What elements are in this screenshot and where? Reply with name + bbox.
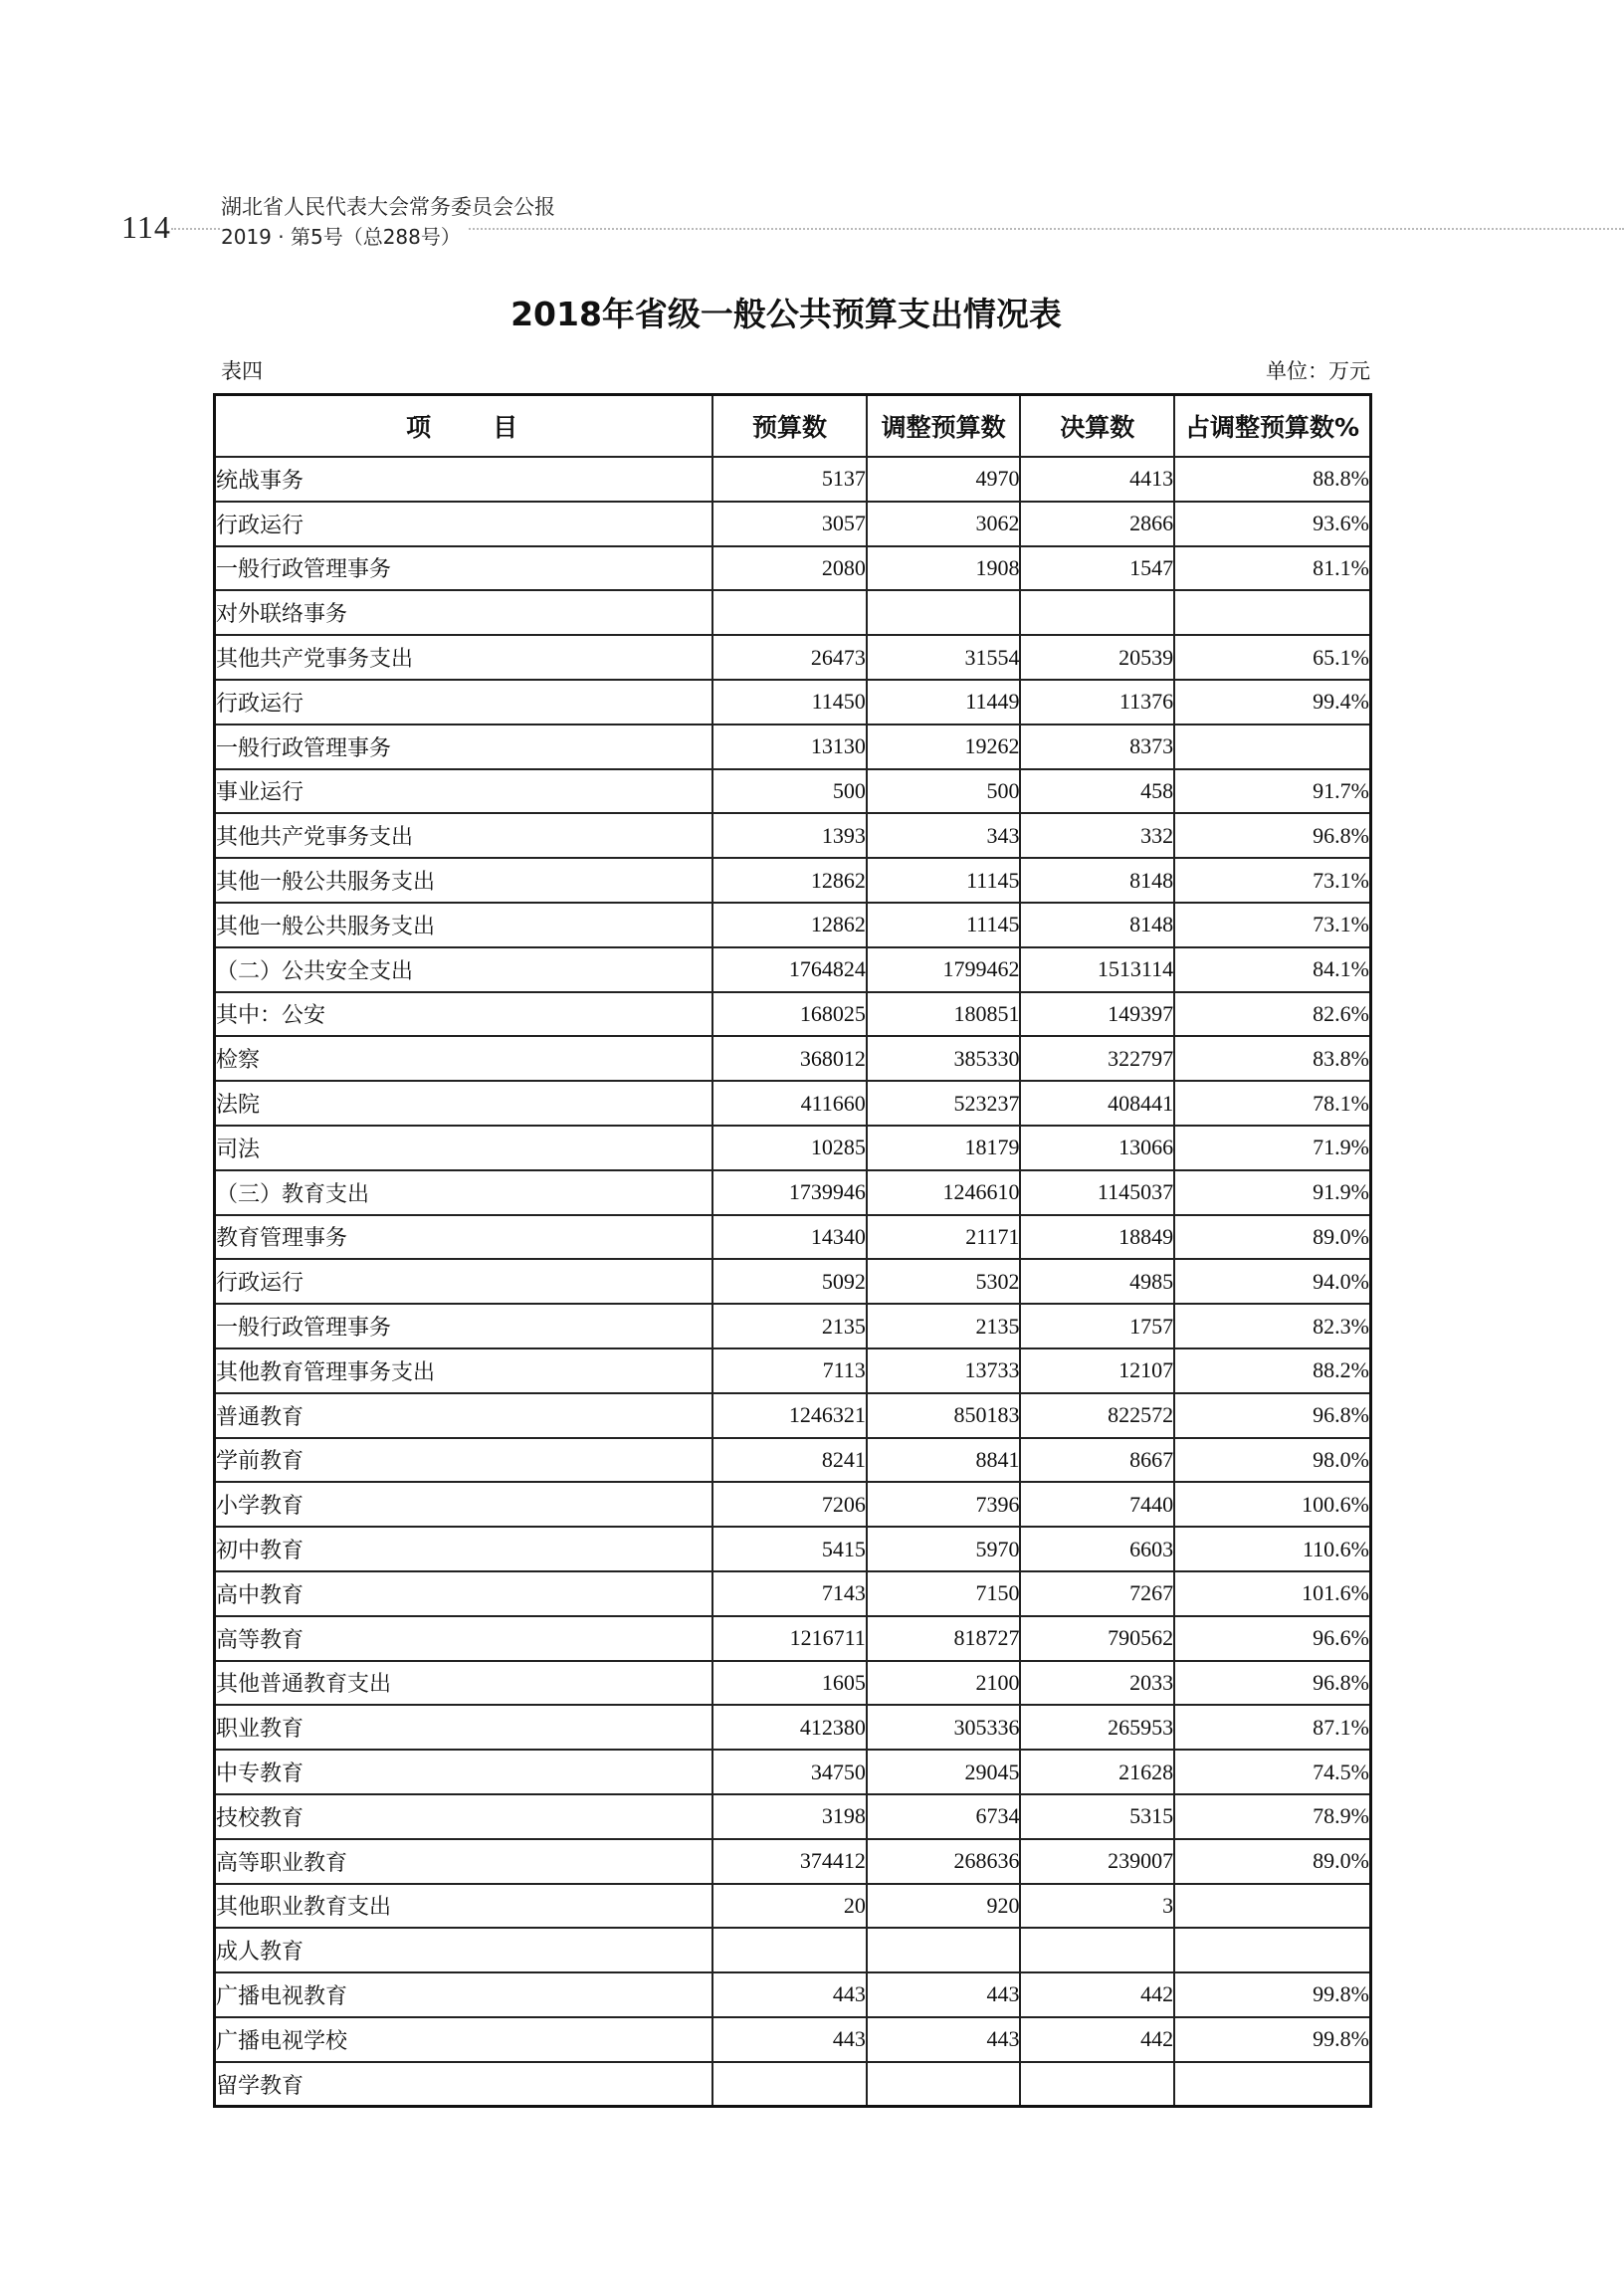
percent-cell: 83.8% <box>1174 1036 1370 1081</box>
adjusted-budget-cell: 7150 <box>867 1571 1021 1616</box>
item-cell: 广播电视学校 <box>215 2017 713 2062</box>
adjusted-budget-cell: 920 <box>867 1884 1021 1929</box>
percent-cell: 99.8% <box>1174 2017 1370 2062</box>
final-cell: 8373 <box>1020 725 1174 769</box>
item-cell: 其他职业教育支出 <box>215 1884 713 1929</box>
item-cell: 其他教育管理事务支出 <box>215 1348 713 1393</box>
final-cell: 8148 <box>1020 903 1174 947</box>
adjusted-budget-cell: 8841 <box>867 1438 1021 1483</box>
unit-label: 单位：万元 <box>1266 359 1370 383</box>
item-cell: 高等职业教育 <box>215 1839 713 1884</box>
column-header-percent: 占调整预算数% <box>1174 395 1370 458</box>
item-cell: 学前教育 <box>215 1438 713 1483</box>
percent-cell: 73.1% <box>1174 858 1370 903</box>
budget-cell: 2080 <box>712 546 867 591</box>
column-header-adjusted: 调整预算数 <box>867 395 1021 458</box>
table-row <box>215 1884 1371 1929</box>
adjusted-budget-cell: 818727 <box>867 1616 1021 1661</box>
table-row <box>215 769 1371 814</box>
table-row <box>215 1750 1371 1794</box>
table-row <box>215 1705 1371 1750</box>
final-cell: 7267 <box>1020 1571 1174 1616</box>
budget-cell: 2135 <box>712 1304 867 1348</box>
adjusted-budget-cell: 29045 <box>867 1750 1021 1794</box>
percent-cell: 78.1% <box>1174 1081 1370 1126</box>
adjusted-budget-cell: 268636 <box>867 1839 1021 1884</box>
adjusted-budget-cell: 7396 <box>867 1482 1021 1527</box>
item-cell: 小学教育 <box>215 1482 713 1527</box>
percent-cell: 74.5% <box>1174 1750 1370 1794</box>
item-cell: 司法 <box>215 1126 713 1170</box>
budget-cell: 443 <box>712 1972 867 2017</box>
adjusted-budget-cell: 850183 <box>867 1393 1021 1438</box>
percent-cell: 65.1% <box>1174 635 1370 680</box>
budget-cell: 7143 <box>712 1571 867 1616</box>
table-row <box>215 502 1371 546</box>
item-cell: 成人教育 <box>215 1928 713 1972</box>
final-cell: 4985 <box>1020 1259 1174 1304</box>
table-row <box>215 1126 1371 1170</box>
table-row <box>215 813 1371 858</box>
percent-cell <box>1174 1928 1370 1972</box>
table-row <box>215 1928 1371 1972</box>
budget-cell: 7206 <box>712 1482 867 1527</box>
table-row <box>215 1661 1371 1706</box>
final-cell: 1757 <box>1020 1304 1174 1348</box>
budget-cell: 1739946 <box>712 1170 867 1215</box>
item-cell: 职业教育 <box>215 1705 713 1750</box>
adjusted-budget-cell: 443 <box>867 2017 1021 2062</box>
final-cell: 2033 <box>1020 1661 1174 1706</box>
item-cell: 其他共产党事务支出 <box>215 813 713 858</box>
table-row <box>215 1972 1371 2017</box>
final-cell <box>1020 2062 1174 2107</box>
budget-cell: 12862 <box>712 858 867 903</box>
percent-cell: 89.0% <box>1174 1839 1370 1884</box>
adjusted-budget-cell <box>867 1928 1021 1972</box>
percent-cell: 82.6% <box>1174 992 1370 1037</box>
table-row <box>215 725 1371 769</box>
final-cell: 21628 <box>1020 1750 1174 1794</box>
adjusted-budget-cell: 443 <box>867 1972 1021 2017</box>
budget-cell: 374412 <box>712 1839 867 1884</box>
final-cell: 20539 <box>1020 635 1174 680</box>
adjusted-budget-cell: 523237 <box>867 1081 1021 1126</box>
table-row <box>215 1527 1371 1571</box>
percent-cell <box>1174 1884 1370 1929</box>
table-row <box>215 1259 1371 1304</box>
adjusted-budget-cell: 11449 <box>867 680 1021 725</box>
percent-cell: 88.2% <box>1174 1348 1370 1393</box>
column-header-item: 项 目 <box>215 395 713 458</box>
budget-cell: 12862 <box>712 903 867 947</box>
final-cell: 3 <box>1020 1884 1174 1929</box>
page-title: 2018年省级一般公共预算支出情况表 <box>510 295 1062 333</box>
budget-cell: 412380 <box>712 1705 867 1750</box>
item-cell: 其他一般公共服务支出 <box>215 903 713 947</box>
budget-cell: 5092 <box>712 1259 867 1304</box>
percent-cell: 88.8% <box>1174 457 1370 502</box>
item-cell: 高中教育 <box>215 1571 713 1616</box>
table-row <box>215 590 1371 635</box>
budget-cell: 1393 <box>712 813 867 858</box>
percent-cell: 96.8% <box>1174 1393 1370 1438</box>
budget-cell: 443 <box>712 2017 867 2062</box>
final-cell: 322797 <box>1020 1036 1174 1081</box>
adjusted-budget-cell: 2100 <box>867 1661 1021 1706</box>
table-row <box>215 1616 1371 1661</box>
table-row <box>215 546 1371 591</box>
final-cell: 13066 <box>1020 1126 1174 1170</box>
budget-cell: 11450 <box>712 680 867 725</box>
budget-cell: 1605 <box>712 1661 867 1706</box>
item-cell: 一般行政管理事务 <box>215 546 713 591</box>
table-row <box>215 947 1371 992</box>
item-cell: （三）教育支出 <box>215 1170 713 1215</box>
final-cell: 1145037 <box>1020 1170 1174 1215</box>
budget-cell: 5137 <box>712 457 867 502</box>
percent-cell: 91.7% <box>1174 769 1370 814</box>
budget-cell: 368012 <box>712 1036 867 1081</box>
journal-name: 湖北省人民代表大会常务委员会公报 <box>221 195 555 219</box>
adjusted-budget-cell: 1908 <box>867 546 1021 591</box>
final-cell <box>1020 1928 1174 1972</box>
adjusted-budget-cell <box>867 2062 1021 2107</box>
adjusted-budget-cell: 13733 <box>867 1348 1021 1393</box>
budget-cell: 34750 <box>712 1750 867 1794</box>
final-cell: 8148 <box>1020 858 1174 903</box>
percent-cell: 110.6% <box>1174 1527 1370 1571</box>
budget-cell: 3198 <box>712 1794 867 1839</box>
table-row <box>215 1215 1371 1260</box>
percent-cell: 87.1% <box>1174 1705 1370 1750</box>
final-cell: 2866 <box>1020 502 1174 546</box>
budget-cell <box>712 2062 867 2107</box>
final-cell: 442 <box>1020 1972 1174 2017</box>
budget-cell: 8241 <box>712 1438 867 1483</box>
final-cell: 5315 <box>1020 1794 1174 1839</box>
adjusted-budget-cell: 343 <box>867 813 1021 858</box>
percent-cell: 98.0% <box>1174 1438 1370 1483</box>
percent-cell: 84.1% <box>1174 947 1370 992</box>
table-label: 表四 <box>221 359 263 383</box>
budget-cell: 1246321 <box>712 1393 867 1438</box>
final-cell: 265953 <box>1020 1705 1174 1750</box>
adjusted-budget-cell: 1246610 <box>867 1170 1021 1215</box>
final-cell: 12107 <box>1020 1348 1174 1393</box>
budget-cell: 20 <box>712 1884 867 1929</box>
table-row <box>215 1438 1371 1483</box>
adjusted-budget-cell: 1799462 <box>867 947 1021 992</box>
final-cell: 408441 <box>1020 1081 1174 1126</box>
final-cell: 6603 <box>1020 1527 1174 1571</box>
item-cell: 检察 <box>215 1036 713 1081</box>
budget-cell: 7113 <box>712 1348 867 1393</box>
budget-cell: 26473 <box>712 635 867 680</box>
percent-cell <box>1174 2062 1370 2107</box>
budget-cell <box>712 1928 867 1972</box>
final-cell <box>1020 590 1174 635</box>
item-cell: 法院 <box>215 1081 713 1126</box>
percent-cell: 82.3% <box>1174 1304 1370 1348</box>
adjusted-budget-cell: 385330 <box>867 1036 1021 1081</box>
percent-cell <box>1174 590 1370 635</box>
percent-cell: 101.6% <box>1174 1571 1370 1616</box>
final-cell: 1547 <box>1020 546 1174 591</box>
percent-cell: 99.4% <box>1174 680 1370 725</box>
budget-cell: 411660 <box>712 1081 867 1126</box>
percent-cell: 96.8% <box>1174 813 1370 858</box>
item-cell: 高等教育 <box>215 1616 713 1661</box>
final-cell: 790562 <box>1020 1616 1174 1661</box>
item-cell: 技校教育 <box>215 1794 713 1839</box>
adjusted-budget-cell: 11145 <box>867 858 1021 903</box>
table-row <box>215 680 1371 725</box>
item-cell: 初中教育 <box>215 1527 713 1571</box>
adjusted-budget-cell: 31554 <box>867 635 1021 680</box>
percent-cell: 81.1% <box>1174 546 1370 591</box>
budget-cell: 14340 <box>712 1215 867 1260</box>
adjusted-budget-cell: 21171 <box>867 1215 1021 1260</box>
budget-table <box>213 393 1372 2108</box>
table-row <box>215 2062 1371 2107</box>
percent-cell: 78.9% <box>1174 1794 1370 1839</box>
percent-cell: 100.6% <box>1174 1482 1370 1527</box>
percent-cell <box>1174 725 1370 769</box>
item-cell: 中专教育 <box>215 1750 713 1794</box>
adjusted-budget-cell: 6734 <box>867 1794 1021 1839</box>
item-cell: 留学教育 <box>215 2062 713 2107</box>
item-cell: 一般行政管理事务 <box>215 1304 713 1348</box>
budget-cell: 1216711 <box>712 1616 867 1661</box>
item-cell: 教育管理事务 <box>215 1215 713 1260</box>
table-row <box>215 1482 1371 1527</box>
adjusted-budget-cell: 11145 <box>867 903 1021 947</box>
table-row <box>215 1393 1371 1438</box>
table-body <box>215 457 1371 2107</box>
final-cell: 458 <box>1020 769 1174 814</box>
item-cell: 其他一般公共服务支出 <box>215 858 713 903</box>
table-row <box>215 858 1371 903</box>
percent-cell: 89.0% <box>1174 1215 1370 1260</box>
issue-info: 2019 · 第5号（总288号） <box>221 221 469 250</box>
final-cell: 822572 <box>1020 1393 1174 1438</box>
item-cell: 行政运行 <box>215 680 713 725</box>
final-cell: 239007 <box>1020 1839 1174 1884</box>
table-row <box>215 1839 1371 1884</box>
item-cell: 事业运行 <box>215 769 713 814</box>
percent-cell: 96.8% <box>1174 1661 1370 1706</box>
budget-cell: 3057 <box>712 502 867 546</box>
item-cell: 其他共产党事务支出 <box>215 635 713 680</box>
percent-cell: 91.9% <box>1174 1170 1370 1215</box>
table-row <box>215 1571 1371 1616</box>
percent-cell: 94.0% <box>1174 1259 1370 1304</box>
table-row <box>215 1081 1371 1126</box>
item-cell: （二）公共安全支出 <box>215 947 713 992</box>
final-cell: 1513114 <box>1020 947 1174 992</box>
table-row <box>215 1794 1371 1839</box>
adjusted-budget-cell: 305336 <box>867 1705 1021 1750</box>
final-cell: 11376 <box>1020 680 1174 725</box>
final-cell: 442 <box>1020 2017 1174 2062</box>
column-header-budget: 预算数 <box>712 395 867 458</box>
item-cell: 普通教育 <box>215 1393 713 1438</box>
adjusted-budget-cell: 5970 <box>867 1527 1021 1571</box>
final-cell: 8667 <box>1020 1438 1174 1483</box>
percent-cell: 73.1% <box>1174 903 1370 947</box>
percent-cell: 96.6% <box>1174 1616 1370 1661</box>
table-row <box>215 992 1371 1037</box>
adjusted-budget-cell: 18179 <box>867 1126 1021 1170</box>
table-row <box>215 1170 1371 1215</box>
item-cell: 统战事务 <box>215 457 713 502</box>
table-row <box>215 1348 1371 1393</box>
table-row <box>215 1304 1371 1348</box>
item-cell: 其中：公安 <box>215 992 713 1037</box>
percent-cell: 99.8% <box>1174 1972 1370 2017</box>
adjusted-budget-cell <box>867 590 1021 635</box>
item-cell: 行政运行 <box>215 502 713 546</box>
adjusted-budget-cell: 500 <box>867 769 1021 814</box>
item-cell: 一般行政管理事务 <box>215 725 713 769</box>
adjusted-budget-cell: 5302 <box>867 1259 1021 1304</box>
adjusted-budget-cell: 2135 <box>867 1304 1021 1348</box>
column-header-final: 决算数 <box>1020 395 1174 458</box>
adjusted-budget-cell: 19262 <box>867 725 1021 769</box>
adjusted-budget-cell: 3062 <box>867 502 1021 546</box>
table-row <box>215 457 1371 502</box>
budget-cell: 168025 <box>712 992 867 1037</box>
final-cell: 149397 <box>1020 992 1174 1037</box>
table-row <box>215 635 1371 680</box>
item-cell: 对外联络事务 <box>215 590 713 635</box>
item-cell: 行政运行 <box>215 1259 713 1304</box>
table-row <box>215 903 1371 947</box>
item-cell: 其他普通教育支出 <box>215 1661 713 1706</box>
item-cell: 广播电视教育 <box>215 1972 713 2017</box>
budget-cell: 10285 <box>712 1126 867 1170</box>
table-header-row <box>215 395 1371 458</box>
final-cell: 7440 <box>1020 1482 1174 1527</box>
budget-cell: 1764824 <box>712 947 867 992</box>
budget-cell: 5415 <box>712 1527 867 1571</box>
budget-cell <box>712 590 867 635</box>
page-number: 114 <box>121 209 171 245</box>
budget-cell: 13130 <box>712 725 867 769</box>
adjusted-budget-cell: 4970 <box>867 457 1021 502</box>
adjusted-budget-cell: 180851 <box>867 992 1021 1037</box>
percent-cell: 93.6% <box>1174 502 1370 546</box>
table-row <box>215 2017 1371 2062</box>
final-cell: 18849 <box>1020 1215 1174 1260</box>
table-row <box>215 1036 1371 1081</box>
final-cell: 4413 <box>1020 457 1174 502</box>
final-cell: 332 <box>1020 813 1174 858</box>
budget-cell: 500 <box>712 769 867 814</box>
percent-cell: 71.9% <box>1174 1126 1370 1170</box>
